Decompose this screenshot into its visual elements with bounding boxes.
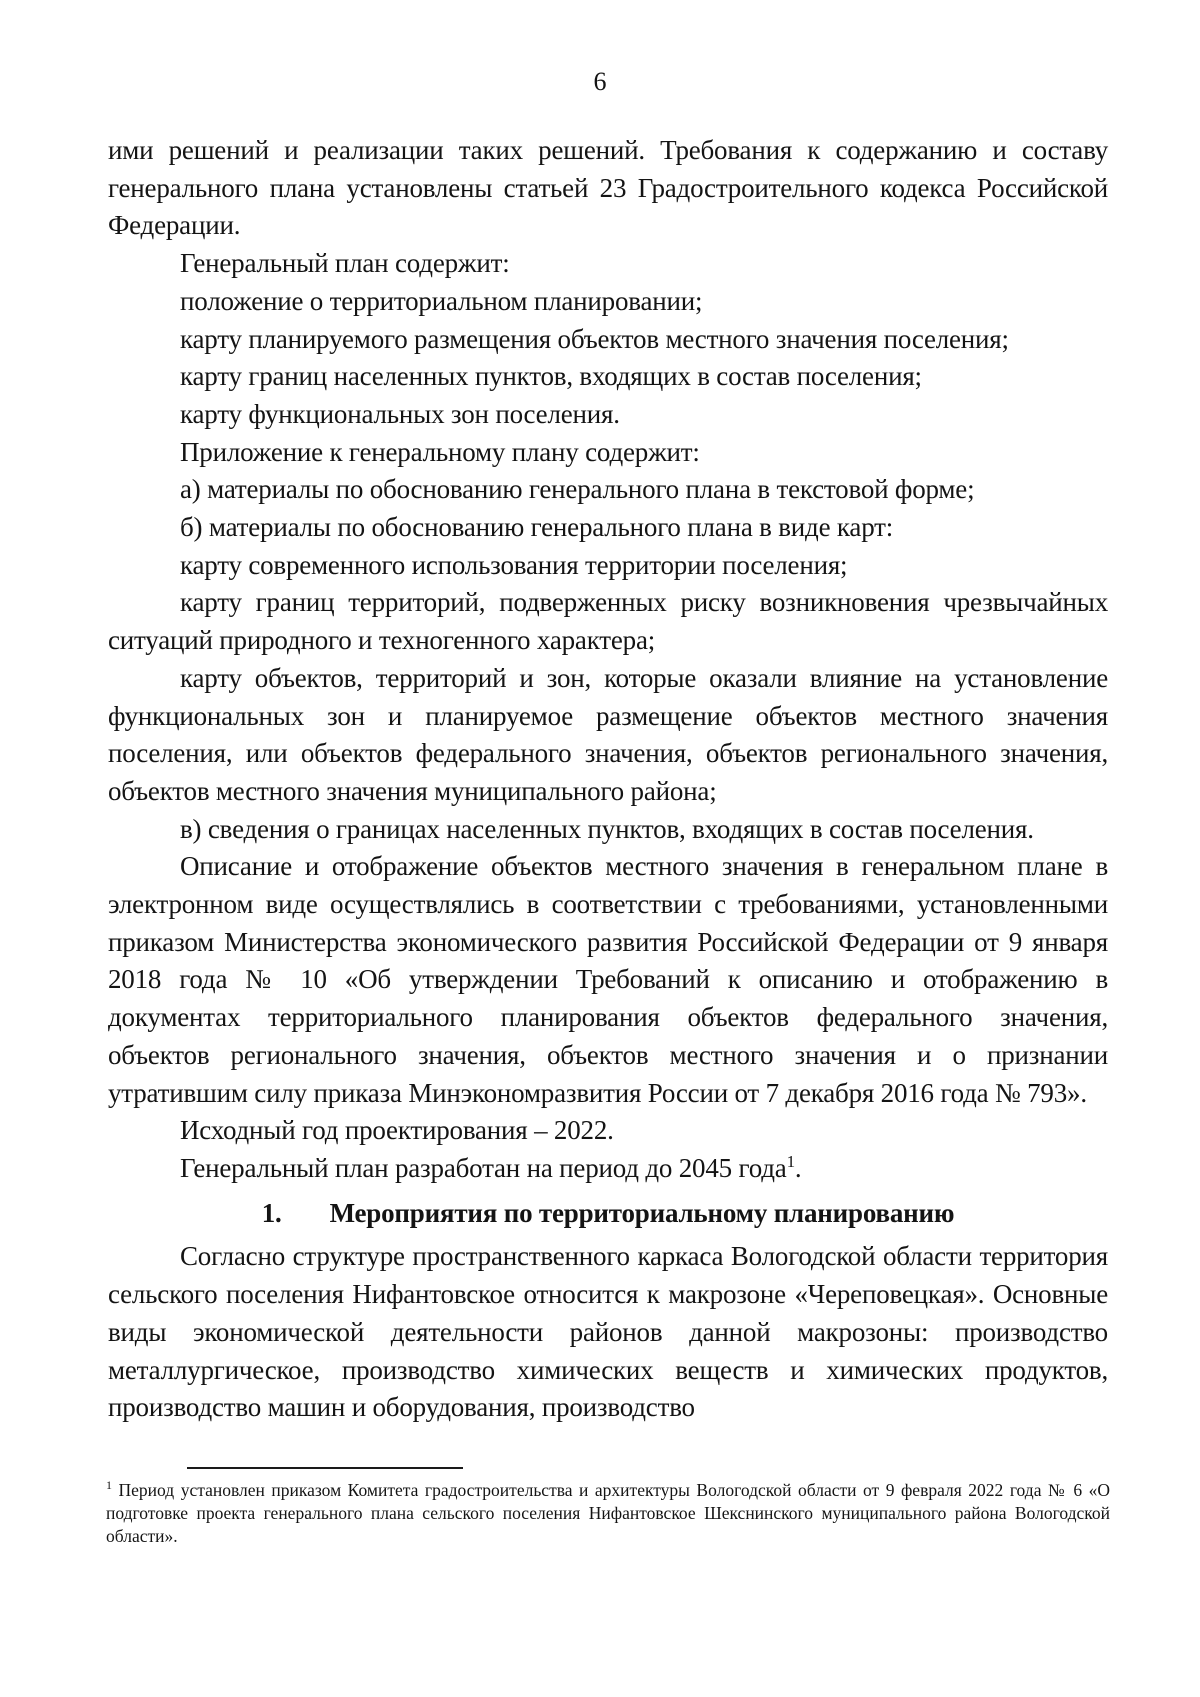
footnote-reference[interactable]: 1 — [786, 1151, 795, 1171]
list-item: а) материалы по обоснованию генерального плана в текстовой форме; — [180, 474, 975, 505]
appendix-contents-intro: Приложение к генеральному плану содержит: — [180, 436, 700, 467]
planning-period — [108, 1150, 1108, 1188]
paragraph-continuation: ими решений и реализации таких решений. Требования к содержанию и составу генерального плана установлены статьей 23 Градостроительного кодекса Российской Федерации. — [108, 135, 1108, 241]
page-number: 6 — [593, 67, 607, 96]
section-number: 1. — [261, 1197, 282, 1228]
list-item: карту объектов, территорий и зон, которые оказали влияние на установление функциональных зон и планируемое размещение объектов местного значения поселения, или объектов федерального значения, объектов регионального значения, объектов местного значения муниципального района; — [108, 662, 1108, 806]
paragraph: Описание и отображение объектов местного значения в генеральном плане в электронном виде осуществлялись в соответствии с требованиями, установленными приказом Министерства экономического развития Российской Федерации от 9 января 2018 года № 10 «Об утверждении Требований к описанию и отображению в документах территориального планирования объектов федерального значения, объектов регионального значения, объектов местного значения и о признании утратившим силу приказа Минэкономразвития России от 7 декабря 2016 года № 793». — [108, 851, 1108, 1108]
footnote — [106, 1479, 1110, 1548]
document-body — [108, 132, 1108, 1427]
plan-contents-intro: Генеральный план содержит: — [180, 248, 510, 279]
list-item: карту границ населенных пунктов, входящих в состав поселения; — [180, 361, 922, 392]
footnote-text: Период установлен приказом Комитета градостроительства и архитектуры Вологодской области от 9 февраля 2022 года № 6 «О подготовке проекта генерального плана сельского поселения Нифантовское Шекснинского муниципального района Вологодской области». — [106, 1480, 1110, 1546]
list-item: положение о территориальном планировании; — [180, 285, 703, 316]
list-item: б) материалы по обоснованию генерального плана в виде карт: — [180, 512, 894, 543]
footnote-marker: 1 — [106, 1478, 112, 1493]
sentence-end: . — [794, 1152, 802, 1183]
list-item: в) сведения о границах населенных пунктов, входящих в состав поселения. — [180, 813, 1034, 844]
paragraph: Согласно структуре пространственного каркаса Вологодской области территория сельского поселения Нифантовское относится к макрозоне «Череповецкая». Основные виды экономической деятельности районов данной макрозоны: производство металлургическое, производство химических веществ и химических продуктов, производство машин и оборудования, производство — [108, 1241, 1108, 1423]
planning-period-text: Генеральный план разработан на период до 2045 года — [180, 1152, 787, 1183]
section-heading — [108, 1195, 1108, 1233]
list-item: карту планируемого размещения объектов местного значения поселения; — [180, 323, 1009, 354]
footnote-separator — [187, 1467, 463, 1469]
section-title: Мероприятия по территориальному планированию — [329, 1197, 955, 1228]
list-item: карту современного использования территории поселения; — [180, 549, 848, 580]
design-year: Исходный год проектирования – 2022. — [180, 1115, 614, 1146]
list-item: карту функциональных зон поселения. — [180, 398, 620, 429]
list-item: карту границ территорий, подверженных риску возникновения чрезвычайных ситуаций природного и техногенного характера; — [108, 587, 1108, 656]
